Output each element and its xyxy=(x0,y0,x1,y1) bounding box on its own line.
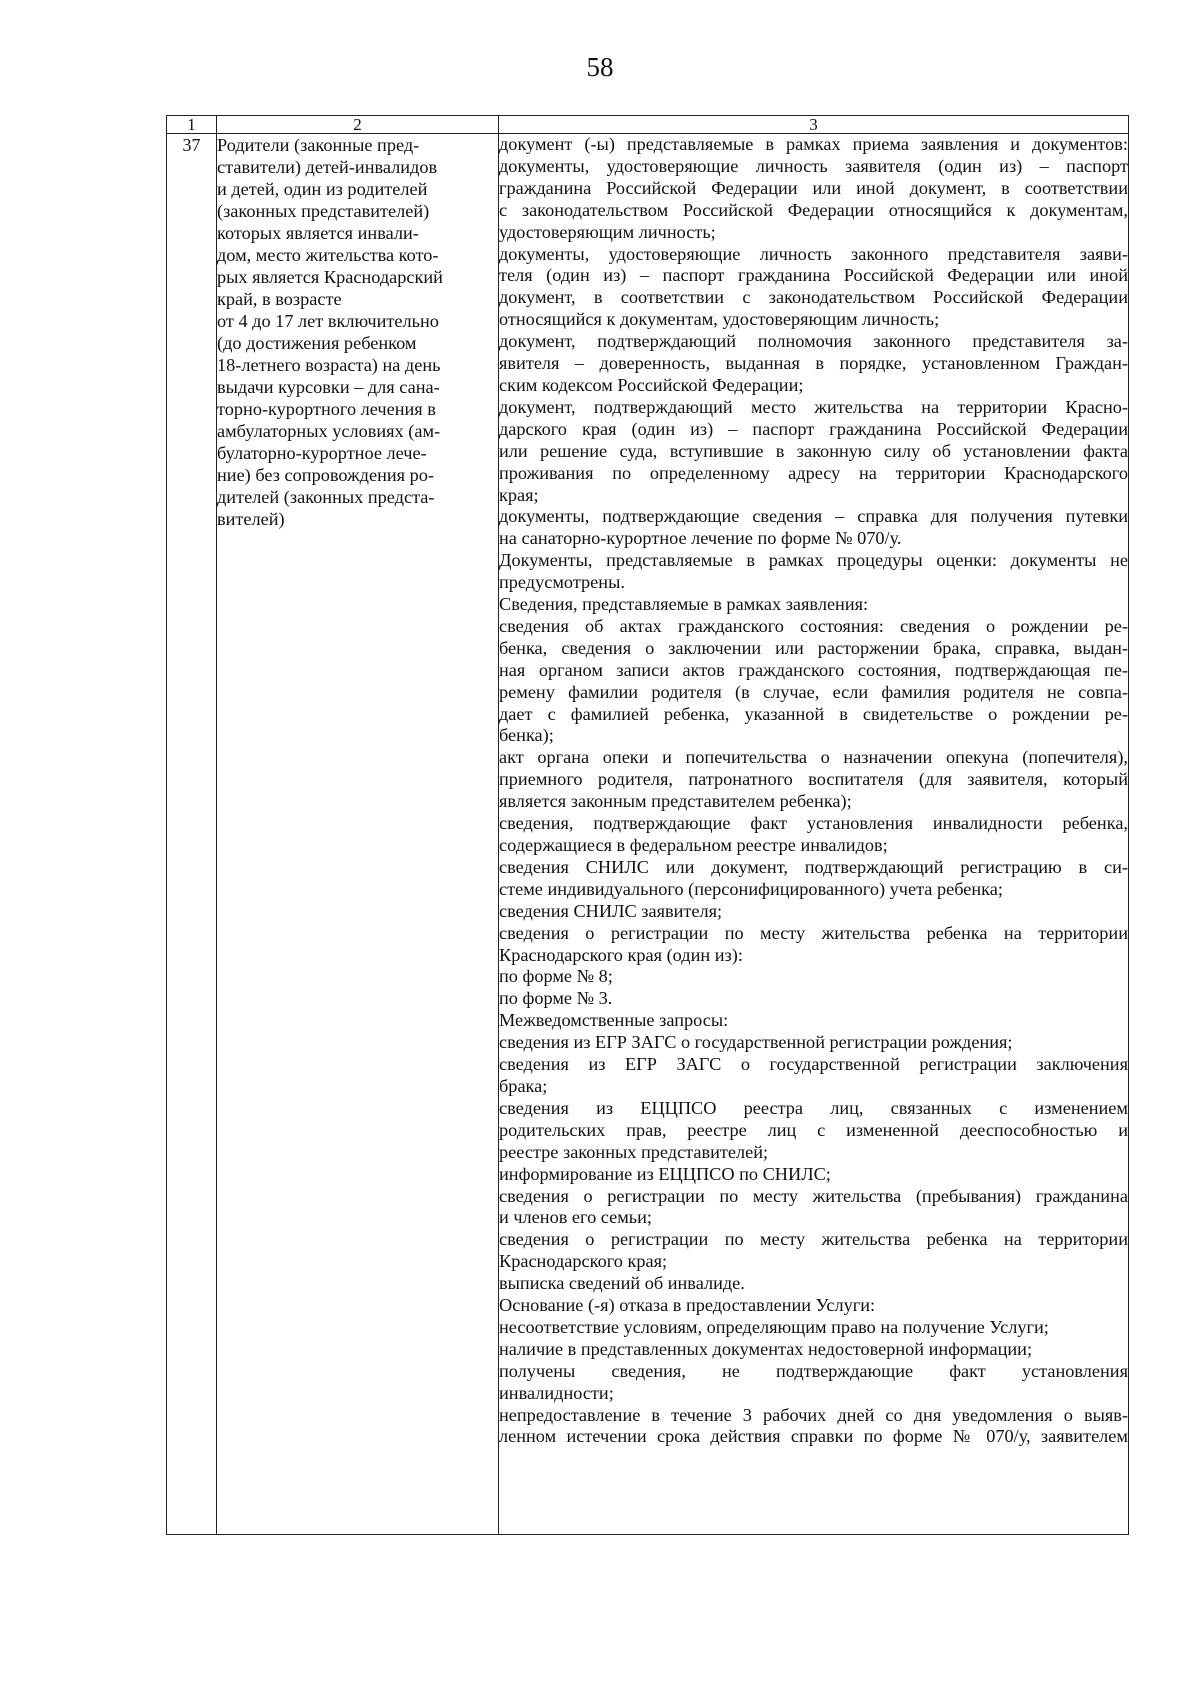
document-text-line: сведения из ЕГР ЗАГС о государственной регистрации рождения; xyxy=(499,1032,1013,1053)
table-row xyxy=(167,134,1129,1535)
document-text-line: дает с фамилией ребенка, указанной в свидетельстве о рождении ре- xyxy=(499,703,1128,724)
applicant-text-line: амбулаторных условиях (ам- xyxy=(217,421,441,441)
document-text-line: несоответствие условиям, определяющим право на получение Услуги; xyxy=(499,1316,1049,1337)
document-text-line: сведения о регистрации по месту жительства (пребывания) гражданина xyxy=(499,1185,1128,1206)
document-text-line: информирование из ЕЦЦПСО по СНИЛС; xyxy=(499,1163,831,1184)
document-text-line: сведения из ЕЦЦПСО реестра лиц, связанных с изменением xyxy=(499,1097,1128,1118)
applicant-text-line: торно-курортного лечения в xyxy=(217,399,436,419)
document-text-line: Основание (-я) отказа в предоставлении Услуги: xyxy=(499,1295,876,1316)
applicant-text-line: ставители) детей-инвалидов xyxy=(217,157,438,177)
applicant-text-line: вителей) xyxy=(217,509,285,529)
applicant-text-line: ние) без сопровождения ро- xyxy=(217,465,435,485)
document-text-line: проживания по определенному адресу на территории Краснодарского xyxy=(499,462,1128,483)
document-text-line: по форме № 3. xyxy=(499,988,613,1009)
column-header-3: 3 xyxy=(499,116,1129,134)
document-text-line: сведения о регистрации по месту жительства ребенка на территории xyxy=(499,922,1128,943)
document-text-line: акт органа опеки и попечительства о назначении опекуна (попечителя), xyxy=(499,747,1128,768)
applicant-text-line: (законных представителей) xyxy=(217,201,430,221)
document-text-line: сведения о регистрации по месту жительства ребенка на территории xyxy=(499,1229,1128,1250)
document-text-line: теля (один из) – паспорт гражданина Российской Федерации или иной xyxy=(499,265,1128,286)
document-text-line: явителя – доверенность, выданная в порядке, установленном Граждан- xyxy=(499,353,1128,374)
document-text-line: Краснодарского края; xyxy=(499,1251,668,1272)
document-text-line: Краснодарского края (один из): xyxy=(499,944,743,965)
document-text-line: относящийся к документам, удостоверяющим личность; xyxy=(499,309,940,330)
document-text-line: стеме индивидуального (персонифицированного) учета ребенка; xyxy=(499,878,1003,899)
document-text-line: документ, подтверждающий полномочия законного представителя за- xyxy=(499,331,1128,352)
document-text-line: или решение суда, вступившие в законную силу об установлении факта xyxy=(499,440,1128,461)
document-text-line: гражданина Российской Федерации или иной документ, в соответствии xyxy=(499,177,1128,198)
document-text-line: брака; xyxy=(499,1075,548,1096)
document-text-line: ная органом записи актов гражданского состояния, подтверждающая пе- xyxy=(499,659,1128,680)
document-text-line: Межведомственные запросы: xyxy=(499,1010,729,1031)
document-text-line: родительских прав, реестре лиц с измененной дееспособностью и xyxy=(499,1119,1128,1140)
document-text-line: Документы, представляемые в рамках процедуры оценки: документы не xyxy=(499,550,1128,571)
document-text-line: ским кодексом Российской Федерации; xyxy=(499,374,804,395)
document-text-line: приемного родителя, патронатного воспитателя (для заявителя, который xyxy=(499,769,1128,790)
document-text-line: реестре законных представителей; xyxy=(499,1141,769,1162)
document-text-line: документы, подтверждающие сведения – справка для получения путевки xyxy=(499,506,1128,527)
page-number: 58 xyxy=(586,52,614,82)
applicant-category-cell xyxy=(217,134,499,1535)
applicant-text-line: которых является инвали- xyxy=(217,223,419,243)
applicant-text-line: выдачи курсовки – для сана- xyxy=(217,377,440,397)
document-text-line: документы, удостоверяющие личность законного представителя заяви- xyxy=(499,243,1128,264)
applicant-text-line: и детей, один из родителей xyxy=(217,179,428,199)
document-text-line: документ, подтверждающий место жительства на территории Красно- xyxy=(499,396,1128,417)
document-text-line: с законодательством Российской Федерации относящийся к документам, xyxy=(499,199,1128,220)
services-table xyxy=(166,115,1129,1535)
header-row xyxy=(167,116,1129,134)
document-text-line: документ (-ы) представляемые в рамках приема заявления и документов: xyxy=(499,134,1128,154)
document-text-line: сведения СНИЛС или документ, подтверждающий регистрацию в си- xyxy=(499,856,1128,877)
document-text-line: удостоверяющим личность; xyxy=(499,221,716,242)
document-text-line: на санаторно-курортное лечение по форме № 070/у. xyxy=(499,528,902,549)
applicant-text-line: дом, место жительства кото- xyxy=(217,245,439,265)
document-text-line: инвалидности; xyxy=(499,1382,614,1403)
document-text-line: сведения, подтверждающие факт установления инвалидности ребенка, xyxy=(499,813,1128,834)
column-header-1: 1 xyxy=(167,116,217,134)
document-text-line: предусмотрены. xyxy=(499,572,625,593)
document-text-line: ленном истечении срока действия справки по форме № 070/у, заявителем xyxy=(499,1426,1128,1447)
document-text-line: дарского края (один из) – паспорт гражданина Российской Федерации xyxy=(499,418,1128,439)
document-text-line: наличие в представленных документах недостоверной информации; xyxy=(499,1338,1033,1359)
document-text-line: сведения СНИЛС заявителя; xyxy=(499,900,723,921)
document-text-line: документ, в соответствии с законодательством Российской Федерации xyxy=(499,287,1128,308)
applicant-text-line: (до достижения ребенком xyxy=(217,333,417,353)
applicant-text-line: рых является Краснодарский xyxy=(217,267,443,287)
document-text-line: получены сведения, не подтверждающие факт установления xyxy=(499,1360,1128,1381)
document-text-line: выписка сведений об инвалиде. xyxy=(499,1273,745,1294)
document-text-line: бенка, сведения о заключении или расторжении брака, справка, выдан- xyxy=(499,637,1128,658)
row-number: 37 xyxy=(167,134,217,1535)
document-text-line: края; xyxy=(499,484,539,505)
document-text-line: сведения об актах гражданского состояния: сведения о рождении ре- xyxy=(499,615,1128,636)
applicant-text-line: от 4 до 17 лет включительно xyxy=(217,311,439,331)
document-text-line: Сведения, представляемые в рамках заявления: xyxy=(499,594,869,615)
document-text-line: сведения из ЕГР ЗАГС о государственной регистрации заключения xyxy=(499,1054,1128,1075)
applicant-text-line: край, в возрасте xyxy=(217,289,342,309)
applicant-text-line: 18-летнего возраста) на день xyxy=(217,355,441,375)
applicant-text-line: дителей (законных предста- xyxy=(217,487,435,507)
document-text-line: является законным представителем ребенка); xyxy=(499,791,852,812)
documents-cell xyxy=(499,134,1129,1535)
document-text-line: по форме № 8; xyxy=(499,966,613,987)
document-text-line: бенка); xyxy=(499,725,554,746)
applicant-text-line: Родители (законные пред- xyxy=(217,135,420,155)
applicant-text-line: булаторно-курортное лече- xyxy=(217,443,427,463)
document-text-line: содержащиеся в федеральном реестре инвалидов; xyxy=(499,835,888,855)
document-text-line: и членов его семьи; xyxy=(499,1207,652,1228)
document-text-line: ремену фамилии родителя (в случае, если фамилия родителя не совпа- xyxy=(499,681,1128,702)
document-text-line: непредоставление в течение 3 рабочих дней со дня уведомления о выяв- xyxy=(499,1404,1128,1425)
document-text-line: документы, удостоверяющие личность заявителя (один из) – паспорт xyxy=(499,155,1128,176)
column-header-2: 2 xyxy=(217,116,499,134)
